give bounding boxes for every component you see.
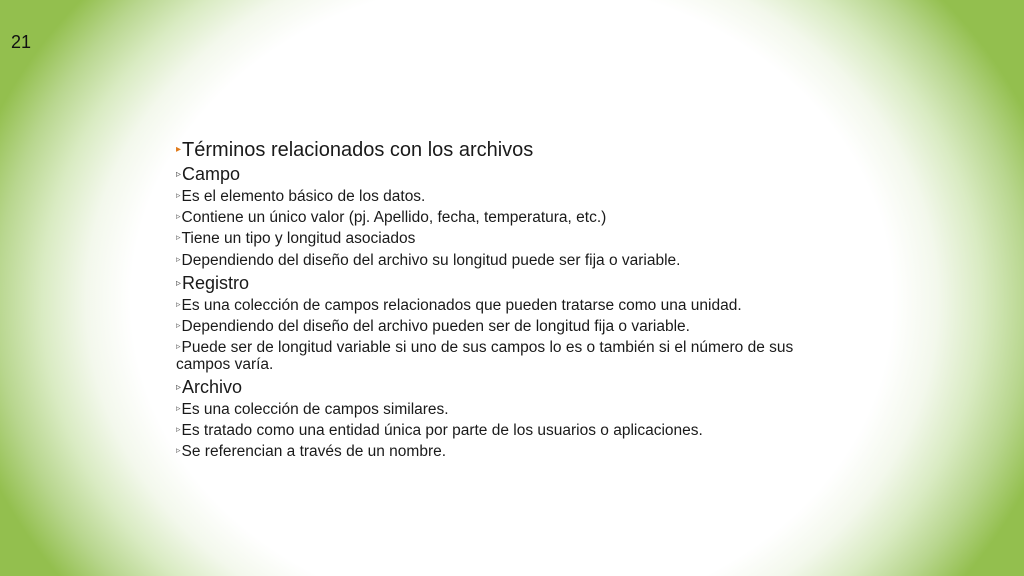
outline-triangle-bullet-icon: ▹ — [176, 189, 181, 200]
list-item — [176, 444, 836, 460]
outline-triangle-bullet-icon: ▹ — [176, 424, 181, 435]
list-item — [176, 189, 836, 205]
section-heading-archivo — [176, 378, 836, 397]
list-item-text: Se referencian a través de un nombre. — [181, 443, 447, 461]
outline-triangle-bullet-icon: ▹ — [176, 320, 181, 331]
list-item — [176, 423, 836, 439]
outline-triangle-bullet-icon: ▹ — [176, 445, 181, 456]
slide-title — [176, 140, 836, 161]
list-item-text: Es una colección de campos relacionados que pueden tratarse como una unidad. — [181, 296, 742, 314]
list-item — [176, 298, 836, 314]
section-heading-text: Registro — [182, 272, 250, 293]
slide-number: 21 — [11, 32, 32, 52]
triangle-bullet-icon: ▸ — [176, 144, 182, 155]
list-item-text: Es el elemento básico de los datos. — [181, 187, 426, 205]
list-item — [176, 231, 836, 247]
outline-triangle-bullet-icon: ▹ — [176, 277, 182, 289]
outline-triangle-bullet-icon: ▹ — [176, 381, 182, 393]
outline-triangle-bullet-icon: ▹ — [176, 341, 181, 352]
outline-triangle-bullet-icon: ▹ — [176, 298, 181, 309]
list-item — [176, 319, 836, 335]
list-item-text: Es tratado como una entidad única por parte de los usuarios o aplicaciones. — [181, 422, 703, 440]
slide-content — [176, 140, 836, 466]
section-heading-registro — [176, 274, 836, 293]
list-item — [176, 340, 836, 373]
list-item-text: Puede ser de longitud variable si uno de sus campos lo es o también si el número de sus campos varía. — [176, 339, 794, 373]
outline-triangle-bullet-icon: ▹ — [176, 402, 181, 413]
section-heading-campo — [176, 165, 836, 184]
list-item — [176, 210, 836, 226]
outline-triangle-bullet-icon: ▹ — [176, 232, 181, 243]
section-heading-text: Campo — [182, 164, 241, 184]
list-item — [176, 402, 836, 418]
list-item-text: Dependiendo del diseño del archivo su longitud puede ser fija o variable. — [181, 251, 681, 269]
list-item-text: Contiene un único valor (pj. Apellido, fecha, temperatura, etc.) — [181, 209, 607, 227]
list-item-text: Dependiendo del diseño del archivo pueden ser de longitud fija o variable. — [181, 318, 690, 336]
outline-triangle-bullet-icon: ▹ — [176, 253, 181, 264]
list-item-text: Es una colección de campos similares. — [181, 400, 449, 418]
slide-title-text: Términos relacionados con los archivos — [182, 139, 534, 161]
list-item-text: Tiene un tipo y longitud asociados — [181, 230, 416, 248]
outline-triangle-bullet-icon: ▹ — [176, 169, 182, 180]
outline-triangle-bullet-icon: ▹ — [176, 211, 181, 222]
list-item — [176, 253, 836, 269]
section-heading-text: Archivo — [182, 376, 243, 397]
